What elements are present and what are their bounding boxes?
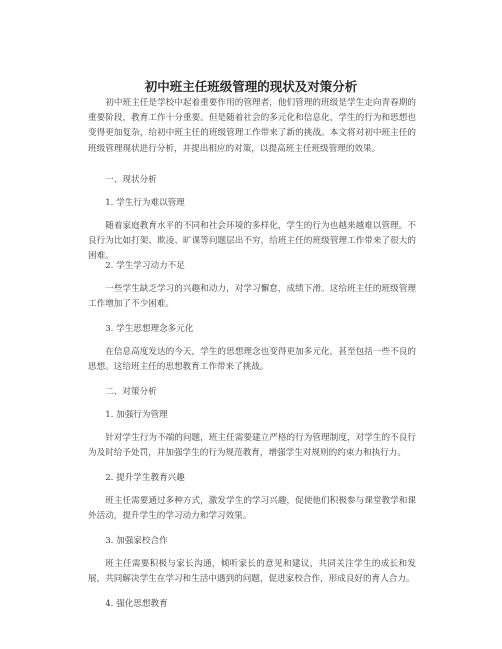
section-heading-current-status: 一、现状分析 (105, 175, 157, 185)
subheading-learning-motivation: 2. 学生学习动力不足 (105, 261, 185, 271)
subheading-strengthen-behavior: 1. 加强行为管理 (105, 410, 168, 420)
paragraph-home-school: 班主任需要积极与家长沟通，倾听家长的意见和建议，共同关注学生的成长和发展，共同解决学生在学习和生活中遇到的问题，促进家校合作，形成良好的育人合力。 (88, 559, 416, 585)
document-title: 初中班主任班级管理的现状及对策分析 (144, 79, 358, 94)
subheading-raise-interest: 2. 提升学生教育兴趣 (105, 473, 185, 483)
paragraph-behavior-management: 随着家庭教育水平的不同和社会环境的多样化，学生的行为也越来越难以管理。不良行为比如打架、欺凌、旷课等问题层出不穷，给班主任的班级管理工作带来了很大的困难。 (88, 221, 416, 262)
paragraph-learning-motivation: 一些学生缺乏学习的兴趣和动力，对学习懈怠，成绩下滑。这给班主任的班级管理工作增加了不少困难。 (88, 284, 416, 310)
paragraph-strengthen-behavior: 针对学生行为不端的问题，班主任需要建立严格的行为管理制度，对学生的不良行为及时给予处罚，并加强学生的行为规范教育，增强学生对规则的约束力和执行力。 (88, 433, 416, 459)
intro-paragraph: 初中班主任是学校中起着重要作用的管理者，他们管理的班级是学生走向青春期的重要阶段，教育工作十分重要。但是随着社会的多元化和信息化，学生的行为和思想也变得更加复杂，给初中班主任的班级管理工作带来了新的挑战。本文将对初中班主任的班级管理现状进行分析，并提出相应的对策，以提高班主任班级管理的效果。 (88, 98, 416, 154)
section-heading-countermeasures: 二、对策分析 (105, 387, 157, 397)
subheading-ideological-education: 4. 强化思想教育 (105, 599, 168, 609)
paragraph-raise-interest: 班主任需要通过多种方式，激发学生的学习兴趣，促使他们积极参与课堂教学和课外活动，提升学生的学习动力和学习效果。 (88, 496, 416, 522)
subheading-diverse-thinking: 3. 学生思想理念多元化 (105, 324, 194, 334)
subheading-behavior-management: 1. 学生行为难以管理 (105, 198, 185, 208)
subheading-home-school: 3. 加强家校合作 (105, 536, 168, 546)
paragraph-diverse-thinking: 在信息高度发达的今天，学生的思想理念也变得更加多元化，甚至包括一些不良的思想。这给班主任的思想教育工作带来了挑战。 (88, 347, 416, 373)
